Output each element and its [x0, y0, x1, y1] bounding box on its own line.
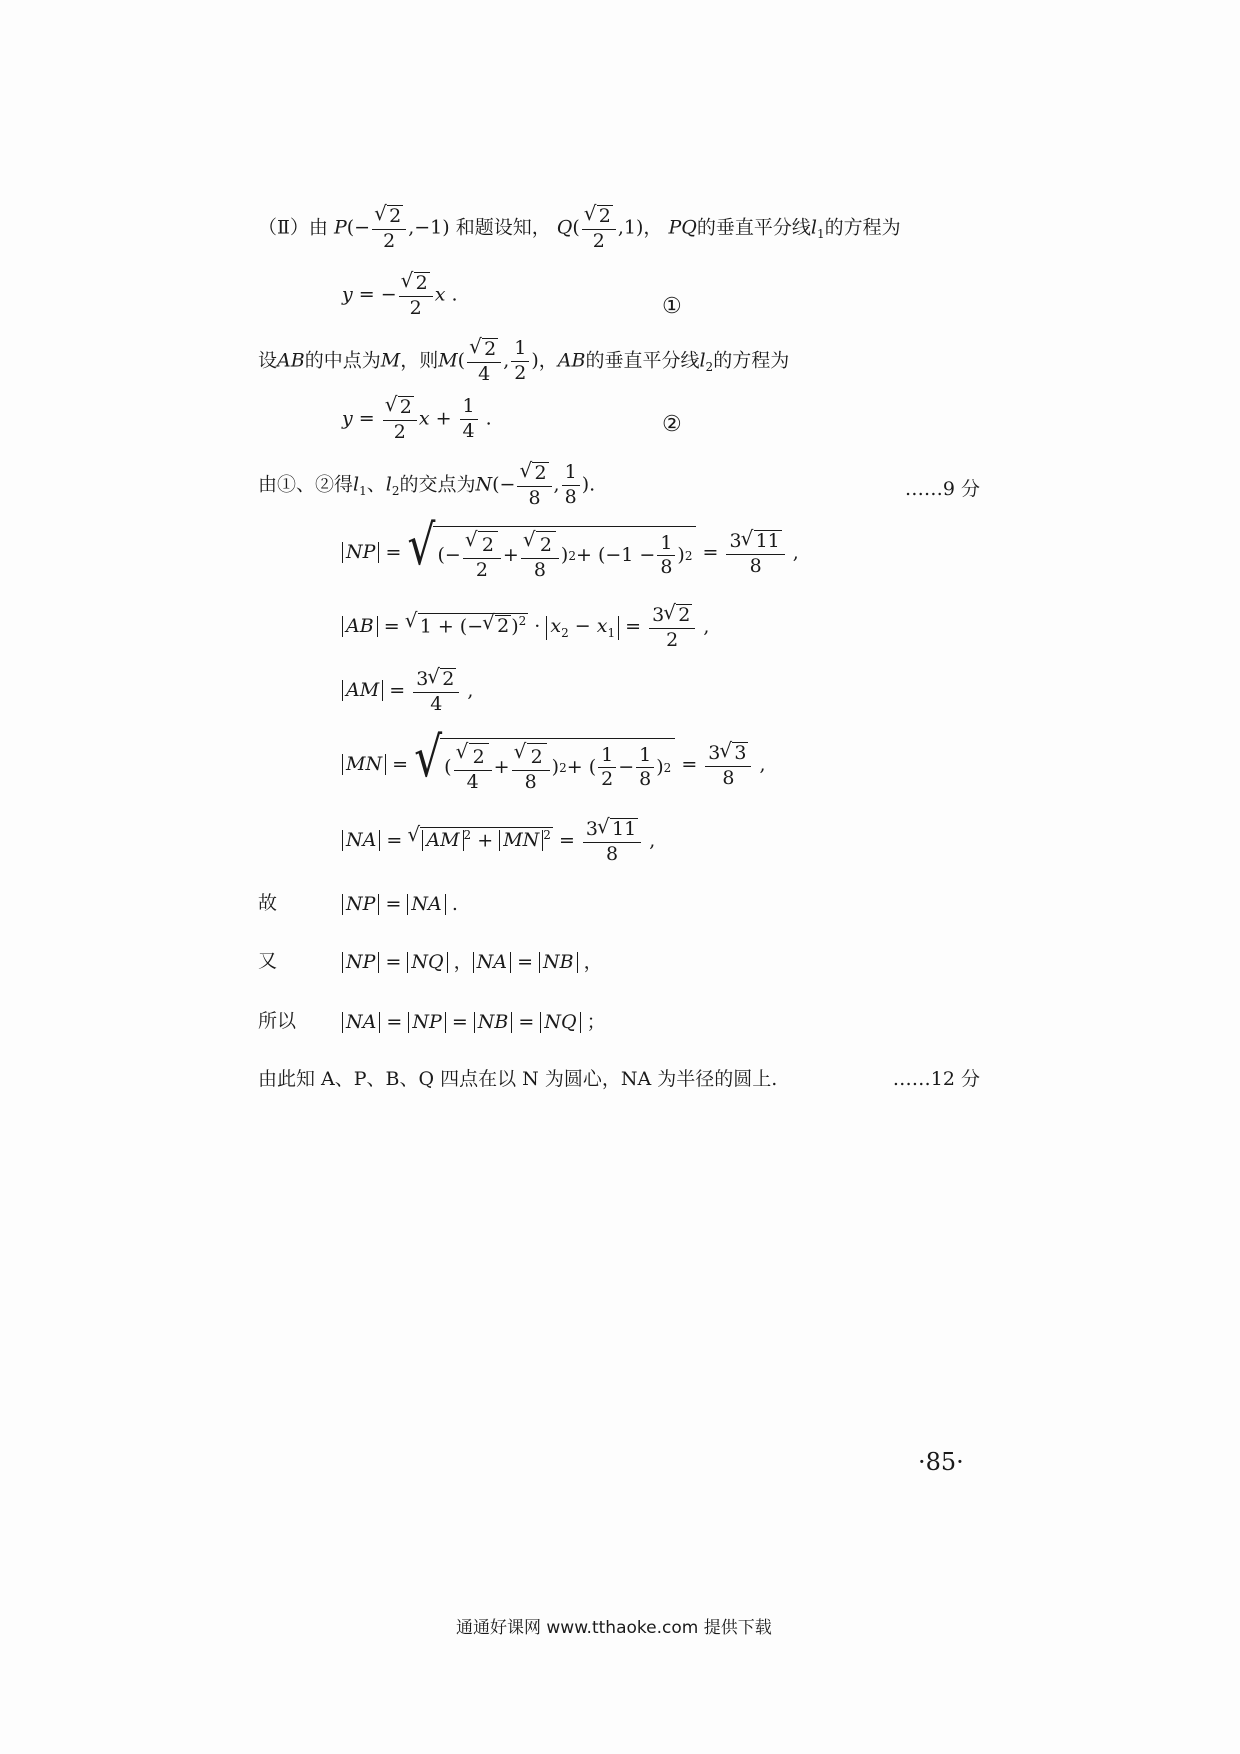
part-text-3: 的垂直平分线	[696, 216, 811, 239]
part-two-line: （Ⅱ）由 P(− √ $\frac{2}{2}$ ,−1) 和题设知， Q( √ $\frac{2}{2}$ ,1)， PQ的垂直平分线$l_1$的方程为	[258, 205, 901, 252]
final-statement: 由此知 A、P、B、Q 四点在以 N 为圆心，NA 为半径的圆上.	[258, 1068, 778, 1090]
am-length: AM = $\frac{3√ 2}{4}$ ,	[342, 668, 473, 715]
label-gu: 故	[258, 892, 278, 914]
label-suoyi: 所以	[258, 1010, 297, 1032]
ab-length: AB = √ 1 + (−√ 2 )$^2 \cdot x_2 - x_1$ = $\frac{3√ 2}{2}$ ,	[342, 604, 709, 651]
equation-2: y = √ $\frac{2}{2}$ x + $\frac{1}{4}$ .	[342, 396, 492, 443]
part-text-2: ，	[643, 216, 663, 239]
na-length: NA = √ AM $^2$ + MN $^2$ = $\frac{3√ 11}{8}$ ,	[342, 818, 655, 865]
page-number: ·85·	[918, 1448, 964, 1476]
score-12: ……12 分	[892, 1068, 980, 1090]
equation-1: y = − √ $\frac{2}{2}$ x .	[342, 272, 458, 319]
part-label: （Ⅱ）由	[258, 216, 328, 239]
conclusion-2: NP = NQ ， NA = NB ，	[342, 952, 603, 973]
conclusion-1: NP = NA .	[342, 894, 458, 915]
label-you: 又	[258, 950, 278, 972]
mn-length: MN = √ ( √ $\frac{2}{4}$ + √ $\frac{2}{8}$ ) 2 + ( $\frac{1}{2}$ − $\frac{1}{8}$ ) 2 = $\frac{3√ 3}{8}$ ,	[342, 738, 766, 793]
conclusion-3: NA = NP = NB = NQ ；	[342, 1012, 606, 1033]
np-length: NP = √ (− √ $\frac{2}{2}$ + √ $\frac{2}{8}$ ) 2 + (−1 − $\frac{1}{8}$ ) 2 = $\frac{3√ 11}{8}$ ,	[342, 526, 799, 581]
footer-watermark: 通通好课网 www.tthaoke.com 提供下载	[456, 1618, 772, 1638]
score-9: ……9 分	[904, 478, 980, 500]
equation-1-marker: ①	[662, 294, 682, 319]
intersection-line: 由①、②得$l_1$、$l_2$的交点为N(− √ $\frac{2}{8}$ , $\frac{1}{8}$ ).	[258, 462, 595, 509]
part-text-4: 的方程为	[824, 216, 901, 239]
midpoint-line: 设AB的中点为M，则M( √ $\frac{2}{4}$ , $\frac{1}{2}$ )，AB的垂直平分线$l_2$的方程为	[258, 338, 789, 385]
part-text-1: 和题设知，	[455, 216, 551, 239]
equation-2-marker: ②	[662, 412, 682, 437]
